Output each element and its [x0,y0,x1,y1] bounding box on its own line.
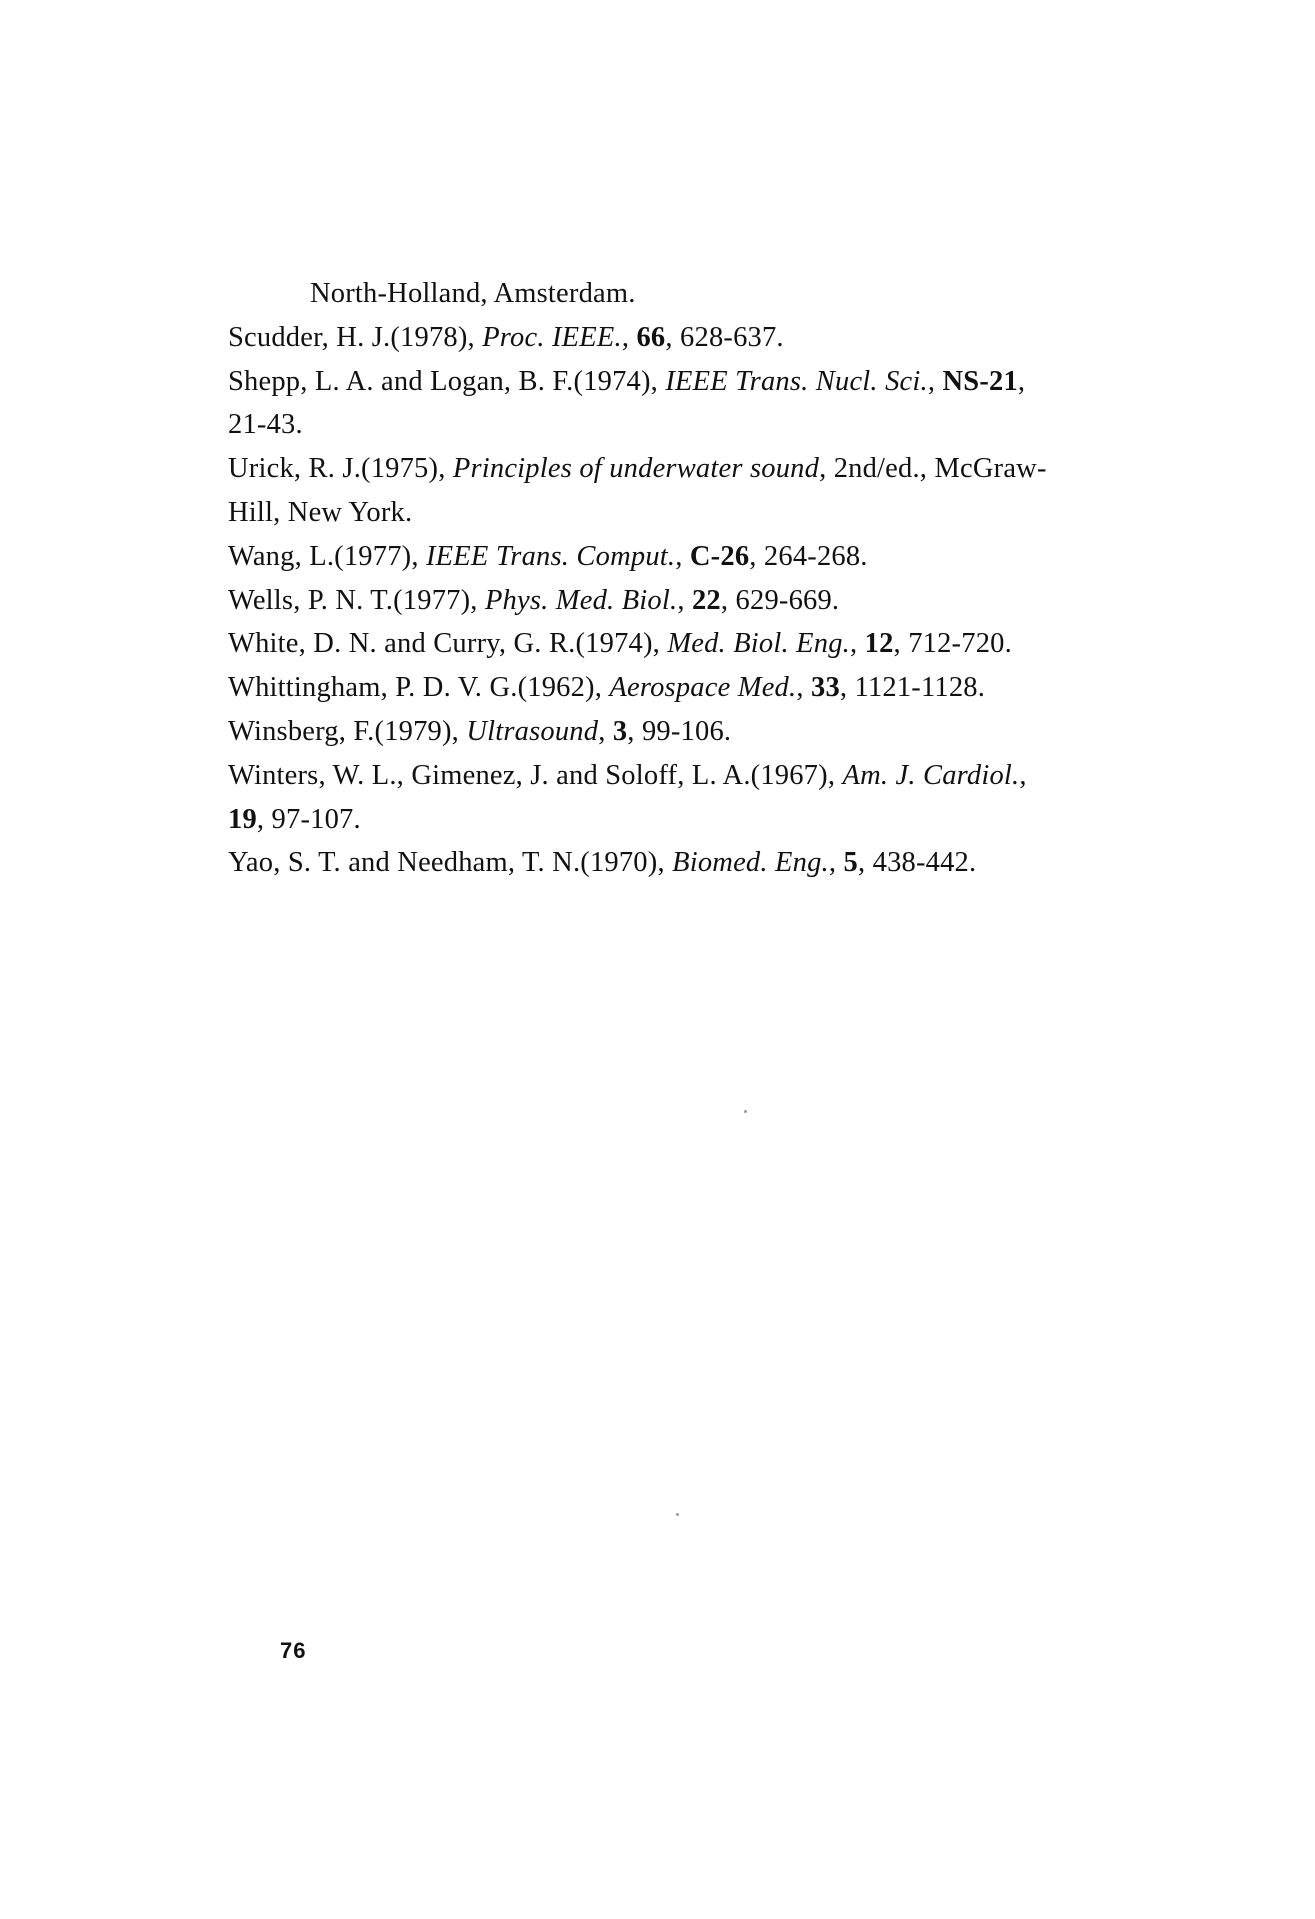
reference-line [228,579,1188,623]
reference-entry [228,579,1188,623]
reference-line-wrapped [228,491,1188,535]
reference-line [310,272,1188,316]
reference-volume: 33 [811,672,840,704]
reference-entry [228,622,1188,666]
reference-line [228,535,1188,579]
reference-text: , [677,584,692,616]
reference-volume: 22 [691,584,721,616]
reference-volume: 12 [864,628,894,660]
reference-entry [228,841,1188,885]
reference-text: , [828,847,844,879]
reference-text: Wells, P. N. T.(1977), [228,584,485,616]
reference-text: , 99-106. [627,715,732,747]
reference-line [228,841,1188,885]
reference-text: Yao, S. T. and Needham, T. N.(1970), [228,847,673,879]
reference-entry [228,316,1188,360]
reference-text: , 264-268. [749,540,868,572]
reference-text: , [849,628,865,660]
reference-text: , [1017,365,1026,397]
reference-line [228,622,1188,666]
reference-text: , 629-669. [720,584,840,616]
reference-text: , 1121-1128. [839,672,986,704]
reference-title: IEEE Trans. Comput. [425,540,676,572]
reference-line [228,666,1188,710]
reference-title: Aerospace Med. [609,672,797,704]
reference-text: , 438-442. [857,847,977,879]
reference-entry [228,535,1188,579]
reference-text: , [927,365,943,397]
page-number: 76 [280,1638,307,1663]
reference-entry [228,710,1188,754]
reference-entry [228,447,1188,535]
reference-text: North-Holland, Amsterdam. [310,278,636,309]
reference-text: , 97-107. [256,803,361,835]
reference-line-wrapped [228,403,1188,447]
reference-title: Phys. Med. Biol. [484,584,678,616]
reference-title: Am. J. Cardiol. [842,759,1020,791]
reference-line [228,710,1188,754]
reference-volume: NS-21 [942,365,1018,397]
reference-volume: C-26 [689,540,750,572]
reference-title: Proc. IEEE. [482,321,622,353]
reference-text: Whittingham, P. D. V. G.(1962), [228,672,610,704]
reference-text: Urick, R. J.(1975), [228,453,453,485]
reference-text: White, D. N. and Curry, G. R.(1974), [228,628,668,660]
reference-title: Med. Biol. Eng. [667,628,850,660]
reference-text: , [1019,759,1027,791]
reference-entry [228,360,1188,448]
reference-entry-continuation [228,272,1188,316]
reference-volume: 19 [228,803,257,835]
reference-volume: 66 [636,321,666,353]
reference-line-wrapped [228,798,1188,842]
reference-text: , [621,321,637,353]
reference-volume: 5 [843,847,858,879]
reference-text: , 628-637. [665,321,784,353]
reference-volume: 3 [612,715,628,747]
reference-entry [228,754,1188,842]
reference-text: 21-43. [228,409,303,441]
reference-title: Principles of underwater sound [452,453,820,485]
reference-text: Wang, L.(1977), [228,540,426,572]
reference-line [228,316,1188,360]
reference-line [228,447,1188,491]
reference-text: , 2nd/ed., McGraw- [819,453,1047,485]
reference-text: Winters, W. L., Gimenez, J. and Soloff, L. A.(1967), [228,759,843,791]
reference-title: Biomed. Eng. [672,847,829,879]
reference-list [228,272,1188,885]
reference-line [228,754,1188,798]
scan-speck [744,1110,747,1113]
scan-speck [676,1513,679,1516]
reference-text: , 712-720. [893,628,1012,660]
reference-text: Winsberg, F.(1979), [228,715,467,747]
reference-line [228,360,1188,404]
reference-text: , [598,715,613,747]
reference-text: Hill, New York. [228,496,413,528]
reference-title: Ultrasound [466,715,599,747]
reference-text: , [675,540,690,572]
reference-entry [228,666,1188,710]
reference-text: , [796,672,811,704]
reference-text: Scudder, H. J.(1978), [228,321,483,353]
reference-text: Shepp, L. A. and Logan, B. F.(1974), [228,365,666,397]
reference-title: IEEE Trans. Nucl. Sci. [665,365,928,397]
